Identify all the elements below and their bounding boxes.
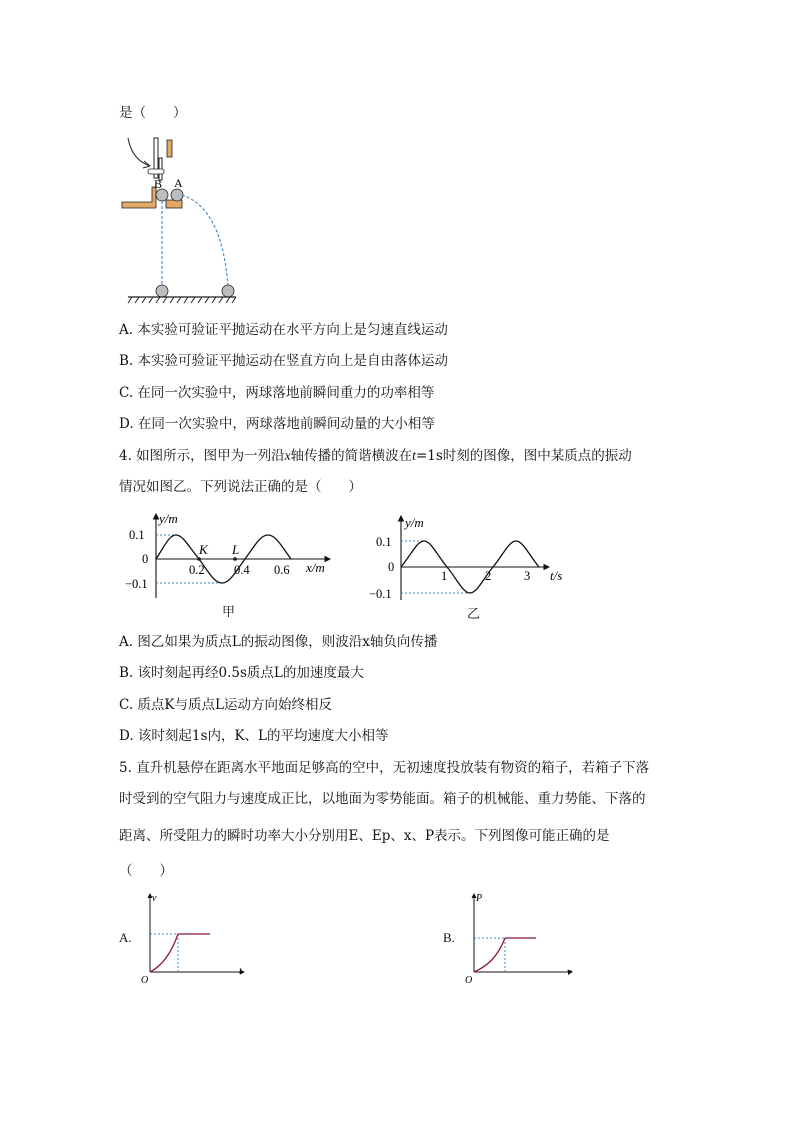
q5-stem-line3: 距离、所受阻力的瞬时功率大小分别用E、Ep、x、P表示。下列图像可能正确的是 [119, 828, 610, 844]
q4-option-d: D. 该时刻起1s内，K、L的平均速度大小相等 [119, 728, 389, 744]
q5-graph-a-option: A. [119, 930, 132, 945]
q3-option-c: C. 在同一次实验中，两球落地前瞬间重力的功率相等 [119, 385, 435, 401]
jia-ylabel: y/m [159, 511, 178, 526]
q4-stem-line2: 情况如图乙。下列说法正确的是（ ） [119, 479, 362, 495]
q5-b-ylabel: P [476, 893, 483, 904]
q3-option-a: A. 本实验可验证平抛运动在水平方向上是匀速直线运动 [119, 322, 448, 338]
yi-caption: 乙 [467, 607, 481, 622]
q4-option-a: A. 图乙如果为质点L的振动图像，则波沿x轴负向传播 [119, 634, 438, 650]
q4-stem-part-c: =1s时刻的图像，图中某质点的振动 [415, 448, 632, 464]
jia-caption: 甲 [222, 605, 236, 620]
yi-ytick-bottom: −0.1 [369, 587, 392, 601]
q5-b-curve [474, 938, 505, 972]
yi-ytick-zero: 0 [388, 560, 395, 574]
yi-ylabel: y/m [405, 515, 424, 530]
q5-graph-b-option: B. [443, 930, 455, 945]
jia-ytick-bottom: −0.1 [125, 577, 148, 591]
jia-point-l: L [232, 542, 240, 557]
q3-option-b: B. 本实验可验证平抛运动在竖直方向上是自由落体运动 [119, 353, 449, 369]
q5-a-ylabel: v [152, 893, 157, 904]
q5-a-xlabel: t [239, 966, 242, 977]
q3-stem-tail: 是（ ） [119, 105, 187, 121]
q4-option-b: B. 该时刻起再经0.5s质点L的加速度最大 [119, 665, 364, 681]
jia-xtick-2: 0.4 [234, 563, 250, 577]
q4-stem-part-b: 轴传播的简谐横波在 [290, 448, 413, 464]
q5-b-xlabel: v [567, 967, 572, 978]
q4-stem-x: x [284, 448, 291, 463]
q4-stem-part-a: 4. 如图所示，图甲为一列沿 [119, 448, 285, 464]
q5-a-curve [150, 934, 178, 972]
yi-xtick-3: 3 [524, 569, 531, 583]
q3-option-d: D. 在同一次实验中，两球落地前瞬间动量的大小相等 [119, 416, 435, 432]
q5-stem-line1: 5. 直升机悬停在距离水平地面足够高的空中，无初速度投放装有物资的箱子，若箱子下落 [119, 760, 650, 776]
ball-b-label: B [154, 177, 163, 191]
q5-graph-b [462, 888, 580, 986]
q4-option-c: C. 质点K与质点L运动方向始终相反 [119, 697, 332, 713]
jia-xtick-3: 0.6 [274, 563, 290, 577]
q5-graph-a [138, 888, 250, 986]
q5-stem-line4: （ ） [119, 863, 173, 879]
q4-stem-line1 [119, 447, 632, 465]
wave-graph-jia [125, 508, 340, 600]
jia-xtick-1: 0.2 [189, 563, 205, 577]
yi-xtick-2: 2 [485, 569, 492, 583]
jia-ytick-zero: 0 [142, 552, 149, 566]
q3-apparatus-figure [118, 128, 238, 310]
yi-ytick-top: 0.1 [376, 535, 392, 549]
yi-xtick-1: 1 [441, 569, 448, 583]
q5-stem-line2: 时受到的空气阻力与速度成正比，以地面为零势能面。箱子的机械能、重力势能、下落的 [119, 791, 646, 807]
vibration-graph-yi [367, 510, 577, 602]
ball-a-label: A [174, 176, 183, 190]
jia-ytick-top: 0.1 [129, 528, 145, 542]
yi-xlabel: t/s [550, 568, 563, 583]
jia-xlabel: x/m [306, 560, 325, 575]
q4-stem-t: t [412, 448, 416, 463]
q5-b-origin: O [465, 975, 473, 986]
q5-a-origin: O [141, 975, 149, 986]
jia-point-k: K [199, 542, 208, 557]
